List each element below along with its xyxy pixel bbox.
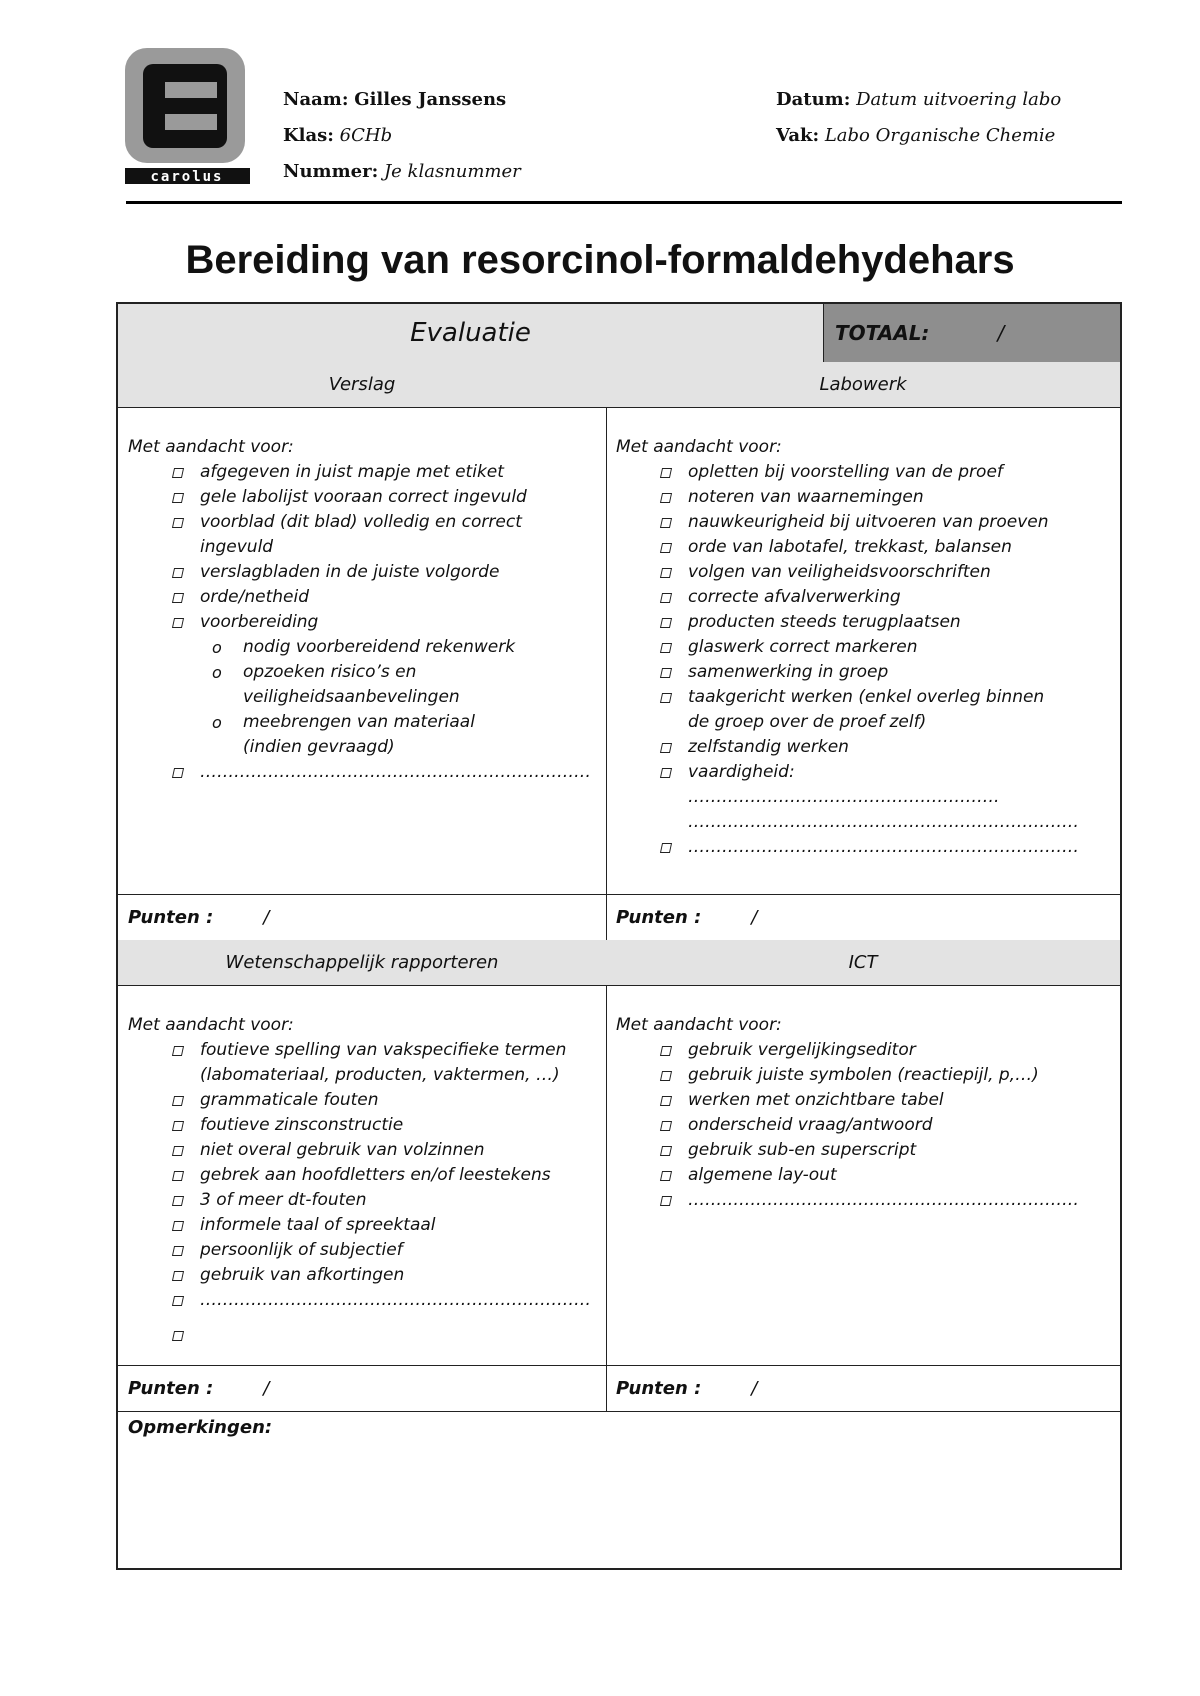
checklist-item: orde van labotafel, trekkast, balansen [658,535,1110,560]
checklist-item: gebruik juiste symbolen (reactiepijl, p,…) [658,1063,1110,1088]
checklist-item: gebrek aan hoofdletters en/of leestekens [170,1163,596,1188]
checklist-item: samenwerking in groep [658,660,1110,685]
checklist-item: gebruik vergelijkingseditor [658,1038,1110,1063]
checklist-item: zelfstandig werken [658,735,1110,760]
checklist-item: gebruik sub-en superscript [658,1138,1110,1163]
criteria-intro: Met aandacht voor: [616,437,782,457]
datum-value: Datum uitvoering labo [856,89,1062,110]
voorbereiding-sublist [170,635,596,760]
logo-text: carolus [150,169,224,185]
checklist-item: afgegeven in juist mapje met etiket [170,460,596,485]
verslag-heading: Verslag [118,362,606,407]
checklist-item: niet overal gebruik van volzinnen [170,1138,596,1163]
labowerk-list [616,460,1110,860]
criteria-intro: Met aandacht voor: [128,437,294,457]
checklist-item: vaardigheid: ………………………………………………. …………………………………………………………… [658,760,1070,835]
checklist-item-blank: …………………………………………………………… [658,1188,1110,1213]
nummer-value: Je klasnummer [383,161,521,182]
checklist-item: nauwkeurigheid bij uitvoeren van proeven [658,510,1110,535]
checklist-item: grammaticale fouten [170,1088,596,1113]
checklist-item: foutieve zinsconstructie [170,1113,596,1138]
opmerkingen-label: Opmerkingen: [128,1417,273,1438]
wetenschappelijk-criteria [118,985,606,1348]
column-divider [823,304,824,362]
checklist-item: gele labolijst vooraan correct ingevuld [170,485,596,510]
checklist-item: voorblad (dit blad) volledig en correct ingevuld [170,510,596,560]
wetenschappelijk-heading: Wetenschappelijk rapporteren [118,940,606,985]
totaal-label: TOTAAL: [835,321,930,345]
klas-row: Klas: 6CHb [283,125,393,146]
nummer-row: Nummer: Je klasnummer [283,161,521,182]
totaal-slash: / [997,321,1005,345]
evaluation-heading: Evaluatie [118,304,823,362]
checklist-item: producten steeds terugplaatsen [658,610,1110,635]
checklist-item: voorbereiding o nodig voorbereidend rekenwerk o opzoeken risico’s en veiligheidsaanbevelingen o meebrengen van materiaal (indien gevraagd) [170,610,596,760]
datum-row: Datum: Datum uitvoering labo [776,89,1062,110]
wetenschappelijk-punten: Punten : / [128,1377,270,1399]
checklist-item: gebruik van afkortingen [170,1263,596,1288]
checklist-item: informele taal of spreektaal [170,1213,596,1238]
labowerk-punten: Punten : / [616,906,758,928]
checklist-item: glaswerk correct markeren [658,635,1110,660]
ict-criteria [606,985,1120,1213]
checklist-item: noteren van waarnemingen [658,485,1110,510]
vak-value: Labo Organische Chemie [824,125,1056,146]
sub-item: o opzoeken risico’s en veiligheidsaanbevelingen [212,660,458,710]
checklist-item: taakgericht werken (enkel overleg binnen de groep over de proef zelf) [658,685,1048,735]
evaluation-table [116,302,1122,1570]
checklist-item: orde/netheid [170,585,596,610]
checklist-item: 3 of meer dt-fouten [170,1188,596,1213]
checklist-item: volgen van veiligheidsvoorschriften [658,560,1110,585]
checklist-item: foutieve spelling van vakspecifieke termen (labomateriaal, producten, vaktermen, …) [170,1038,570,1088]
criteria-intro: Met aandacht voor: [128,1015,294,1035]
verslag-punten: Punten : / [128,906,270,928]
vak-row: Vak: Labo Organische Chemie [776,125,1056,146]
student-info [283,82,521,190]
totaal-cell [823,304,1120,362]
page-title: Bereiding van resorcinol-formaldehydehars [185,238,1015,282]
klas-value: 6CHb [339,125,393,146]
sub-item: o nodig voorbereidend rekenwerk [212,635,596,660]
wetenschappelijk-list [128,1038,596,1348]
checklist-item: werken met onzichtbare tabel [658,1088,1110,1113]
checklist-item: verslagbladen in de juiste volgorde [170,560,596,585]
naam-row: Naam: Gilles Janssens [283,89,507,110]
lab-info [776,82,1061,154]
checklist-item-blank [170,1323,596,1348]
school-logo [125,46,250,186]
labowerk-criteria [606,407,1120,860]
checklist-item-blank: …………………………………………………………… [170,1288,596,1313]
labowerk-heading: Labowerk [606,362,1120,407]
checklist-item-blank: …………………………………………………………… [170,760,596,785]
criteria-intro: Met aandacht voor: [616,1015,782,1035]
checklist-item-blank: …………………………………………………………… [658,835,1110,860]
ict-heading: ICT [606,940,1120,985]
checklist-item: persoonlijk of subjectief [170,1238,596,1263]
verslag-list [128,460,596,785]
checklist-item: algemene lay-out [658,1163,1110,1188]
checklist-item: correcte afvalverwerking [658,585,1110,610]
ict-punten: Punten : / [616,1377,758,1399]
naam-value: Gilles Janssens [354,89,507,110]
sub-item: o meebrengen van materiaal (indien gevraagd) [212,710,478,760]
ict-list [616,1038,1110,1213]
checklist-item: onderscheid vraag/antwoord [658,1113,1110,1138]
verslag-criteria [118,407,606,785]
header-divider [126,201,1122,204]
checklist-item: opletten bij voorstelling van de proef [658,460,1110,485]
